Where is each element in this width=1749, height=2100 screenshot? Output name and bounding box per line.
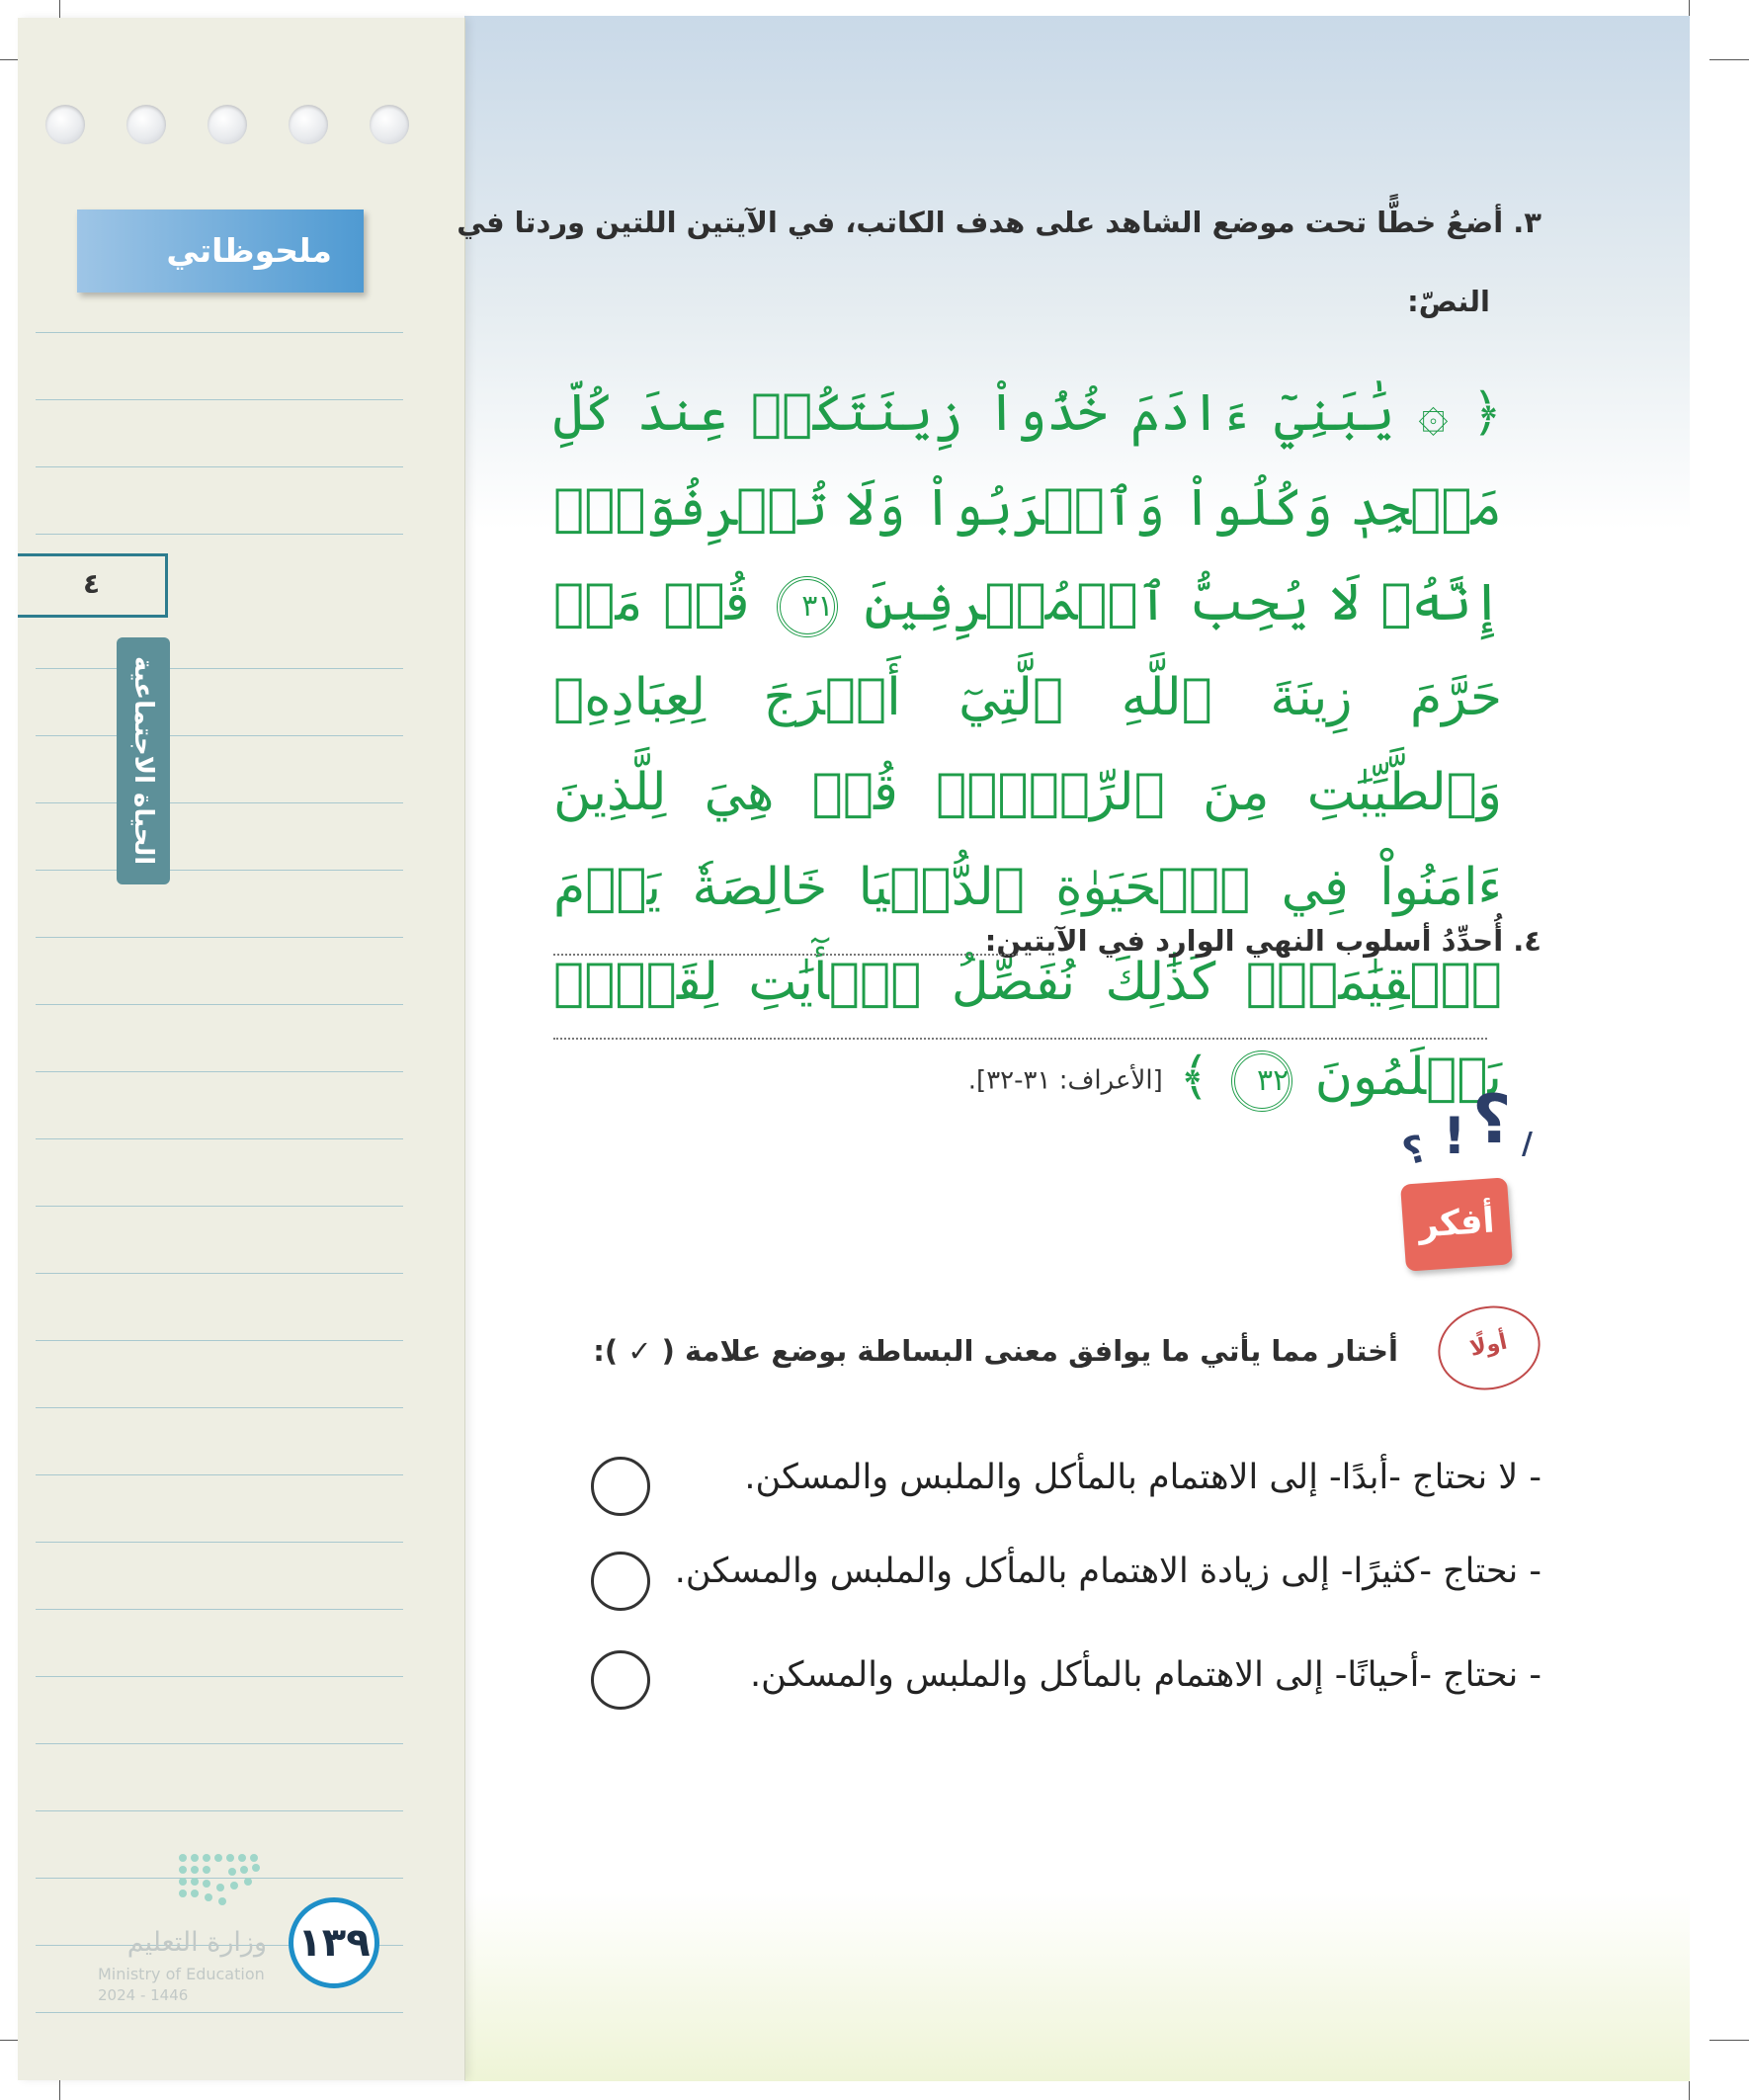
ruled-line: [36, 870, 403, 871]
question-3: [457, 206, 1541, 239]
question-4-number: ٤.: [1513, 924, 1541, 958]
ministry-year: 2024 - 1446: [98, 1986, 189, 2004]
binder-hole: [370, 105, 409, 144]
ruled-line: [36, 332, 403, 333]
quran-verse-32: قُلۡ مَنۡ حَرَّمَ زِينَةَ ٱللَّهِ ٱلَّتِيٓ أَخۡرَجَ لِعِبَادِهِۦ وَٱلطَّيِّبَٰتِ مِنَ ٱلرِّزۡقِۚ قُلۡ هِيَ لِلَّذِينَ ءَامَنُواْ فِي ٱلۡحَيَوٰةِ ٱلدُّنۡيَا خَالِصَةٗ يَوۡمَ ٱلۡقِيَٰمَةِۗ كَذَٰلِكَ نُفَصِّلُ ٱلۡأٓيَٰتِ لِقَوۡمٖ يَعۡلَمُونَ: [553, 573, 1502, 1107]
ruled-line: [36, 1609, 403, 1610]
notes-title: ملحوظاتي: [166, 231, 332, 270]
option-2-checkbox[interactable]: [591, 1552, 650, 1611]
option-3-checkbox[interactable]: [591, 1650, 650, 1710]
verse-reference: [الأعراف: ٣١-٣٢].: [967, 1065, 1163, 1096]
ruled-line: [36, 1542, 403, 1543]
ruled-line: [36, 399, 403, 400]
ruled-line: [36, 1273, 403, 1274]
unit-number-box: [18, 553, 168, 618]
ruled-line: [36, 1206, 403, 1207]
ministry-logo: [94, 1848, 272, 2016]
ruled-line: [36, 735, 403, 736]
question-3-number: ٣.: [1513, 206, 1541, 239]
ministry-dots-icon: [94, 1848, 272, 1917]
ruled-line: [36, 1810, 403, 1811]
binder-hole: [126, 105, 166, 144]
option-1: [744, 1458, 1541, 1497]
ministry-name-ar: وزارة التعليم: [126, 1927, 267, 1958]
unit-title-tab: [117, 637, 170, 884]
unit-title: الحياة الاجتماعية: [128, 656, 158, 866]
crop-mark: [1709, 59, 1749, 60]
ruled-line: [36, 1474, 403, 1475]
question-3-text-line1: أضعُ خطًّا تحت موضع الشاهد على هدف الكاتب، في الآيتين اللتين وردتا في: [457, 206, 1504, 239]
ruled-line: [36, 802, 403, 803]
think-instruction-text: أختار مما يأتي ما يوافق معنى البساطة بوضع علامة ( ✓ ):: [593, 1334, 1398, 1368]
ministry-name-en: Ministry of Education: [98, 1965, 265, 1983]
ruled-line: [36, 1071, 403, 1072]
ruled-line: [36, 668, 403, 669]
binder-hole: [45, 105, 85, 144]
page-number: [289, 1897, 379, 1988]
option-2-text: - نحتاج -كثيرًا- إلى زيادة الاهتمام بالمأكل والملبس والمسكن.: [674, 1552, 1541, 1591]
quran-verses: [553, 366, 1502, 1129]
option-1-checkbox[interactable]: [591, 1457, 650, 1516]
first-label: أولًا: [1467, 1329, 1510, 1362]
ruled-line: [36, 1138, 403, 1139]
ruled-line: [36, 937, 403, 938]
quran-verse-31: ﴿ ۞ يَٰبَنِيٓ ءَادَمَ خُذُواْ زِينَتَكُمۡ عِندَ كُلِّ مَسۡجِدٖ وَكُلُواْ وَٱشۡرَبُواْ وَلَا تُسۡرِفُوٓاْۚ إِنَّهُۥ لَا يُحِبُّ ٱلۡمُسۡرِفِينَ: [553, 383, 1503, 632]
question-4-text: أُحدِّدُ أسلوب النهي الوارد في الآيتين:: [984, 924, 1504, 958]
ruled-line: [36, 1676, 403, 1677]
page-number-text: ١٣٩: [297, 1920, 371, 1966]
option-2: [675, 1552, 1541, 1591]
ruled-line: [36, 1743, 403, 1744]
ruled-line: [36, 534, 403, 535]
think-instruction: [593, 1334, 1398, 1368]
notes-title-tab: [77, 210, 364, 293]
ruled-line: [36, 1004, 403, 1005]
question-3-line2: [1407, 285, 1490, 318]
answer-line[interactable]: [553, 1038, 1487, 1040]
ruled-line: [36, 1340, 403, 1341]
binder-hole: [208, 105, 247, 144]
option-3: [750, 1655, 1541, 1695]
think-marks-icon: ؟ ! ؟ /: [1397, 1081, 1533, 1175]
ruled-line: [36, 1407, 403, 1408]
unit-number: ٤: [82, 567, 101, 600]
option-1-text: - لا نحتاج -أبدًا- إلى الاهتمام بالمأكل والملبس والمسكن.: [744, 1458, 1541, 1497]
question-3-text-line2: النصّ:: [1407, 285, 1490, 318]
ayah-number-31: ٣١: [777, 576, 838, 637]
crop-mark: [1709, 2040, 1749, 2041]
ayah-number-32: ٣٢: [1231, 1050, 1292, 1112]
ruled-line: [36, 466, 403, 467]
option-3-text: - نحتاج -أحيانًا- إلى الاهتمام بالمأكل والملبس والمسكن.: [749, 1655, 1541, 1695]
binder-hole: [289, 105, 328, 144]
notes-sidebar: [18, 18, 465, 2080]
think-badge: [1400, 1177, 1513, 1271]
think-badge-label: أفكر: [1417, 1201, 1496, 1246]
answer-line[interactable]: [553, 954, 1018, 956]
question-4: [985, 924, 1541, 958]
quran-close-bracket: ﴾: [1179, 1048, 1209, 1107]
